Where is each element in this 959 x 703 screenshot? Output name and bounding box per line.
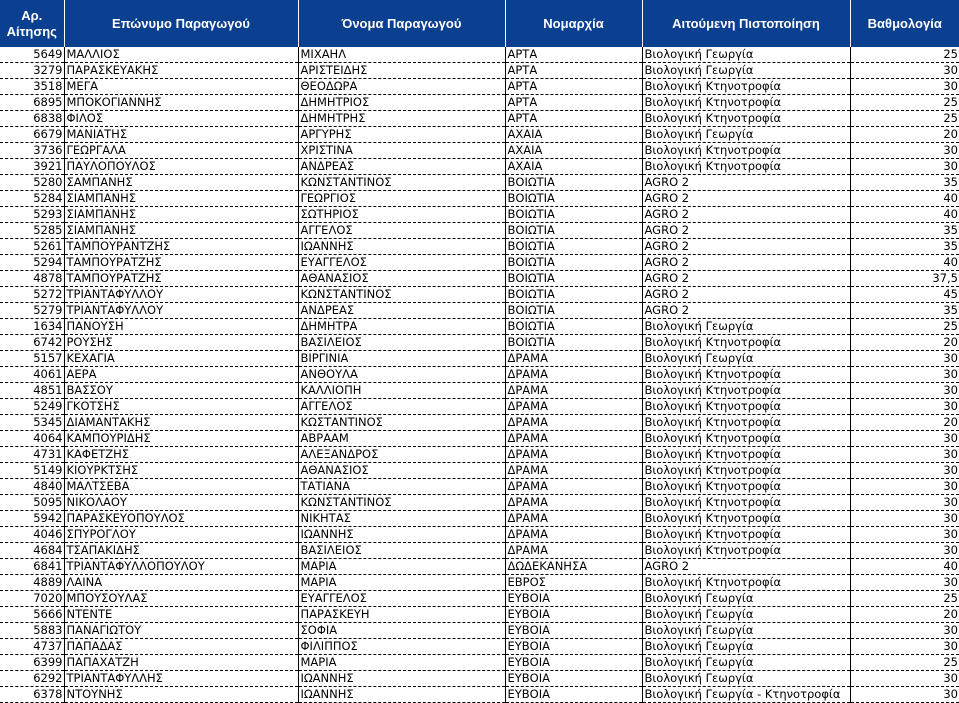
surname-cell: ΝΤΟΥΝΗΣ [64, 687, 298, 703]
table-row [0, 239, 959, 255]
table-row [0, 655, 959, 671]
score-cell: 35 [850, 239, 959, 255]
application-number-cell: 5149 [0, 463, 64, 479]
table-row [0, 511, 959, 527]
name-cell: ΘΕΟΔΩΡΑ [298, 79, 505, 95]
application-number-cell: 5279 [0, 303, 64, 319]
score-cell: 30 [850, 63, 959, 79]
surname-cell: ΦΙΛΟΣ [64, 111, 298, 127]
prefecture-cell: ΔΡΑΜΑ [505, 383, 642, 399]
certification-cell: Βιολογική Κτηνοτροφία [642, 111, 850, 127]
name-cell: ΜΙΧΑΗΛ [298, 47, 505, 63]
application-number-cell: 4889 [0, 575, 64, 591]
header-requested-certification: Αιτούμενη Πιστοποίηση [642, 0, 850, 47]
surname-cell: ΠΑΠΑΧΑΤΖΗ [64, 655, 298, 671]
name-cell: ΔΗΜΗΤΡΑ [298, 319, 505, 335]
surname-cell: ΚΑΜΠΟΥΡΙΔΗΣ [64, 431, 298, 447]
score-cell: 40 [850, 191, 959, 207]
application-number-cell: 4840 [0, 479, 64, 495]
prefecture-cell: ΕΥΒΟΙΑ [505, 671, 642, 687]
application-number-cell: 3736 [0, 143, 64, 159]
prefecture-cell: ΒΟΙΩΤΙΑ [505, 271, 642, 287]
prefecture-cell: ΑΡΤΑ [505, 111, 642, 127]
name-cell: ΙΩΑΝΝΗΣ [298, 527, 505, 543]
prefecture-cell: ΒΟΙΩΤΙΑ [505, 335, 642, 351]
surname-cell: ΣΙΑΜΠΑΝΗΣ [64, 207, 298, 223]
name-cell: ΑΛΕΞΑΝΔΡΟΣ [298, 447, 505, 463]
name-cell: ΚΩΝΣΤΑΝΤΙΝΟΣ [298, 287, 505, 303]
prefecture-cell: ΕΥΒΟΙΑ [505, 687, 642, 703]
application-number-cell: 4878 [0, 271, 64, 287]
table-row [0, 111, 959, 127]
prefecture-cell: ΑΧΑΙΑ [505, 159, 642, 175]
name-cell: ΙΩΑΝΝΗΣ [298, 239, 505, 255]
certification-cell: Βιολογική Γεωργία [642, 623, 850, 639]
certification-cell: Βιολογική Κτηνοτροφία [642, 447, 850, 463]
score-cell: 30 [850, 447, 959, 463]
application-number-cell: 5345 [0, 415, 64, 431]
prefecture-cell: ΒΟΙΩΤΙΑ [505, 191, 642, 207]
table-row [0, 287, 959, 303]
certification-cell: AGRO 2 [642, 287, 850, 303]
score-cell: 20 [850, 127, 959, 143]
prefecture-cell: ΔΡΑΜΑ [505, 527, 642, 543]
surname-cell: ΠΑΥΛΟΠΟΥΛΟΣ [64, 159, 298, 175]
application-number-cell: 5666 [0, 607, 64, 623]
certification-cell: AGRO 2 [642, 559, 850, 575]
surname-cell: ΣΙΑΜΠΑΝΗΣ [64, 191, 298, 207]
score-cell: 25 [850, 95, 959, 111]
application-number-cell: 6838 [0, 111, 64, 127]
name-cell: ΑΝΔΡΕΑΣ [298, 159, 505, 175]
score-cell: 35 [850, 175, 959, 191]
table-row [0, 127, 959, 143]
prefecture-cell: ΕΥΒΟΙΑ [505, 655, 642, 671]
table-row [0, 527, 959, 543]
score-cell: 30 [850, 463, 959, 479]
prefecture-cell: ΒΟΙΩΤΙΑ [505, 287, 642, 303]
certification-cell: Βιολογική Γεωργία [642, 63, 850, 79]
score-cell: 35 [850, 303, 959, 319]
prefecture-cell: ΕΥΒΟΙΑ [505, 639, 642, 655]
surname-cell: ΚΑΦΕΤΖΗΣ [64, 447, 298, 463]
prefecture-cell: ΕΒΡΟΣ [505, 575, 642, 591]
prefecture-cell: ΑΡΤΑ [505, 47, 642, 63]
certification-cell: Βιολογική Κτηνοτροφία [642, 95, 850, 111]
prefecture-cell: ΔΡΑΜΑ [505, 511, 642, 527]
surname-cell: ΤΡΙΑΝΤΑΦΥΛΛΟΥ [64, 287, 298, 303]
name-cell: ΑΡΓΥΡΗΣ [298, 127, 505, 143]
score-cell: 37,5 [850, 271, 959, 287]
table-row [0, 447, 959, 463]
score-cell: 30 [850, 575, 959, 591]
score-cell: 25 [850, 591, 959, 607]
surname-cell: ΝΙΚΟΛΑΟΥ [64, 495, 298, 511]
prefecture-cell: ΑΡΤΑ [505, 79, 642, 95]
prefecture-cell: ΔΡΑΜΑ [505, 463, 642, 479]
certification-cell: AGRO 2 [642, 303, 850, 319]
name-cell: ΑΘΑΝΑΣΙΟΣ [298, 271, 505, 287]
table-row [0, 543, 959, 559]
header-producer-surname: Επώνυμο Παραγωγού [64, 0, 298, 47]
surname-cell: ΛΑΙΝΑ [64, 575, 298, 591]
prefecture-cell: ΕΥΒΟΙΑ [505, 623, 642, 639]
application-number-cell: 4851 [0, 383, 64, 399]
name-cell: ΑΝΘΟΥΛΑ [298, 367, 505, 383]
table-row [0, 63, 959, 79]
prefecture-cell: ΔΡΑΜΑ [505, 447, 642, 463]
application-number-cell: 7020 [0, 591, 64, 607]
table-row [0, 495, 959, 511]
certification-cell: Βιολογική Κτηνοτροφία [642, 415, 850, 431]
table-row [0, 479, 959, 495]
score-cell: 20 [850, 607, 959, 623]
score-cell: 30 [850, 367, 959, 383]
score-cell: 30 [850, 351, 959, 367]
name-cell: ΑΓΓΕΛΟΣ [298, 223, 505, 239]
prefecture-cell: ΔΡΑΜΑ [505, 431, 642, 447]
application-number-cell: 5883 [0, 623, 64, 639]
prefecture-cell: ΑΡΤΑ [505, 63, 642, 79]
certification-cell: Βιολογική Κτηνοτροφία [642, 543, 850, 559]
certification-cell: Βιολογική Κτηνοτροφία [642, 335, 850, 351]
prefecture-cell: ΑΡΤΑ [505, 95, 642, 111]
certification-cell: Βιολογική Γεωργία [642, 671, 850, 687]
application-number-cell: 6742 [0, 335, 64, 351]
certification-cell: Βιολογική Κτηνοτροφία [642, 479, 850, 495]
application-number-cell: 1634 [0, 319, 64, 335]
surname-cell: ΠΑΡΑΣΚΕΥΟΠΟΥΛΟΣ [64, 511, 298, 527]
score-cell: 30 [850, 543, 959, 559]
prefecture-cell: ΔΡΑΜΑ [505, 495, 642, 511]
prefecture-cell: ΑΧΑΙΑ [505, 127, 642, 143]
prefecture-cell: ΑΧΑΙΑ [505, 143, 642, 159]
application-number-cell: 5157 [0, 351, 64, 367]
surname-cell: ΚΕΧΑΓΙΑ [64, 351, 298, 367]
prefecture-cell: ΒΟΙΩΤΙΑ [505, 319, 642, 335]
table-row [0, 223, 959, 239]
application-number-cell: 3518 [0, 79, 64, 95]
surname-cell: ΓΚΟΤΣΗΣ [64, 399, 298, 415]
table-row [0, 95, 959, 111]
certification-cell: AGRO 2 [642, 175, 850, 191]
score-cell: 25 [850, 111, 959, 127]
prefecture-cell: ΒΟΙΩΤΙΑ [505, 255, 642, 271]
table-row [0, 143, 959, 159]
name-cell: ΣΩΤΗΡΙΟΣ [298, 207, 505, 223]
header-prefecture: Νομαρχία [505, 0, 642, 47]
name-cell: ΚΩΣΤΑΝΤΙΝΟΣ [298, 415, 505, 431]
certification-cell: Βιολογική Κτηνοτροφία [642, 511, 850, 527]
application-number-cell: 3921 [0, 159, 64, 175]
prefecture-cell: ΒΟΙΩΤΙΑ [505, 239, 642, 255]
certification-cell: AGRO 2 [642, 191, 850, 207]
certification-cell: Βιολογική Γεωργία [642, 639, 850, 655]
header-row [0, 0, 959, 47]
certification-cell: Βιολογική Κτηνοτροφία [642, 383, 850, 399]
score-cell: 30 [850, 79, 959, 95]
score-cell: 30 [850, 495, 959, 511]
surname-cell: ΤΑΜΠΟΥΡΑΝΤΖΗΣ [64, 239, 298, 255]
name-cell: ΕΥΑΓΓΕΛΟΣ [298, 255, 505, 271]
header-score: Βαθμολογία [850, 0, 959, 47]
score-cell: 25 [850, 47, 959, 63]
application-number-cell: 4684 [0, 543, 64, 559]
certification-cell: Βιολογική Κτηνοτροφία [642, 431, 850, 447]
application-number-cell: 6895 [0, 95, 64, 111]
certification-cell: Βιολογική Κτηνοτροφία [642, 527, 850, 543]
score-cell: 30 [850, 639, 959, 655]
surname-cell: ΜΑΛΤΣΕΒΑ [64, 479, 298, 495]
table-row [0, 351, 959, 367]
application-number-cell: 5095 [0, 495, 64, 511]
application-number-cell: 6679 [0, 127, 64, 143]
certification-cell: Βιολογική Γεωργία [642, 655, 850, 671]
table-row [0, 367, 959, 383]
surname-cell: ΠΑΡΑΣΚΕΥΑΚΗΣ [64, 63, 298, 79]
application-number-cell: 5261 [0, 239, 64, 255]
score-cell: 25 [850, 319, 959, 335]
application-number-cell: 6841 [0, 559, 64, 575]
certification-cell: Βιολογική Κτηνοτροφία [642, 367, 850, 383]
prefecture-cell: ΕΥΒΟΙΑ [505, 591, 642, 607]
table-row [0, 607, 959, 623]
application-number-cell: 5284 [0, 191, 64, 207]
score-cell: 30 [850, 479, 959, 495]
table-row [0, 463, 959, 479]
application-number-cell: 5293 [0, 207, 64, 223]
certification-cell: Βιολογική Γεωργία [642, 127, 850, 143]
score-cell: 30 [850, 143, 959, 159]
name-cell: ΑΓΓΕΛΟΣ [298, 399, 505, 415]
certification-cell: Βιολογική Κτηνοτροφία [642, 159, 850, 175]
surname-cell: ΓΕΩΡΓΑΛΑ [64, 143, 298, 159]
table-row [0, 191, 959, 207]
application-number-cell: 6292 [0, 671, 64, 687]
score-cell: 30 [850, 623, 959, 639]
score-cell: 40 [850, 559, 959, 575]
prefecture-cell: ΔΡΑΜΑ [505, 479, 642, 495]
surname-cell: ΤΑΜΠΟΥΡΑΤΖΗΣ [64, 271, 298, 287]
application-number-cell: 5285 [0, 223, 64, 239]
table-row [0, 383, 959, 399]
score-cell: 35 [850, 223, 959, 239]
prefecture-cell: ΒΟΙΩΤΙΑ [505, 303, 642, 319]
score-cell: 30 [850, 671, 959, 687]
certification-cell: Βιολογική Γεωργία [642, 607, 850, 623]
application-number-cell: 5272 [0, 287, 64, 303]
name-cell: ΤΑΤΙΑΝΑ [298, 479, 505, 495]
certification-cell: Βιολογική Κτηνοτροφία [642, 79, 850, 95]
surname-cell: ΤΣΑΠΑΚΙΔΗΣ [64, 543, 298, 559]
name-cell: ΙΩΑΝΝΗΣ [298, 671, 505, 687]
table-row [0, 431, 959, 447]
name-cell: ΒΙΡΓΙΝΙΑ [298, 351, 505, 367]
score-cell: 20 [850, 335, 959, 351]
name-cell: ΒΑΣΙΛΕΙΟΣ [298, 335, 505, 351]
surname-cell: ΤΡΙΑΝΤΑΦΥΛΛΟΠΟΥΛΟΥ [64, 559, 298, 575]
surname-cell: ΣΠΥΡΟΓΛΟΥ [64, 527, 298, 543]
table-row [0, 623, 959, 639]
prefecture-cell: ΔΡΑΜΑ [505, 399, 642, 415]
name-cell: ΑΝΔΡΕΑΣ [298, 303, 505, 319]
application-number-cell: 4046 [0, 527, 64, 543]
certification-cell: Βιολογική Κτηνοτροφία [642, 463, 850, 479]
certification-cell: Βιολογική Κτηνοτροφία [642, 143, 850, 159]
name-cell: ΜΑΡΙΑ [298, 655, 505, 671]
application-number-cell: 5294 [0, 255, 64, 271]
application-number-cell: 5942 [0, 511, 64, 527]
name-cell: ΣΟΦΙΑ [298, 623, 505, 639]
surname-cell: ΣΙΑΜΠΑΝΗΣ [64, 223, 298, 239]
name-cell: ΑΘΑΝΑΣΙΟΣ [298, 463, 505, 479]
table-row [0, 207, 959, 223]
surname-cell: ΠΑΠΑΔΑΣ [64, 639, 298, 655]
surname-cell: ΠΑΝΟΥΣΗ [64, 319, 298, 335]
score-cell: 25 [850, 655, 959, 671]
table-row [0, 687, 959, 703]
certification-cell: AGRO 2 [642, 207, 850, 223]
certification-cell: Βιολογική Γεωργία [642, 591, 850, 607]
surname-cell: ΔΙΑΜΑΝΤΑΚΗΣ [64, 415, 298, 431]
table-row [0, 319, 959, 335]
score-cell: 30 [850, 159, 959, 175]
prefecture-cell: ΒΟΙΩΤΙΑ [505, 175, 642, 191]
surname-cell: ΠΑΝΑΓΙΩΤΟΥ [64, 623, 298, 639]
prefecture-cell: ΒΟΙΩΤΙΑ [505, 207, 642, 223]
prefecture-cell: ΕΥΒΟΙΑ [505, 607, 642, 623]
application-number-cell: 5249 [0, 399, 64, 415]
table-row [0, 79, 959, 95]
name-cell: ΚΑΛΛΙΟΠΗ [298, 383, 505, 399]
name-cell: ΠΑΡΑΣΚΕΥΗ [298, 607, 505, 623]
application-number-cell: 6378 [0, 687, 64, 703]
score-cell: 30 [850, 431, 959, 447]
prefecture-cell: ΔΡΑΜΑ [505, 543, 642, 559]
name-cell: ΔΗΜΗΤΡΙΟΣ [298, 95, 505, 111]
table-row [0, 575, 959, 591]
application-number-cell: 4064 [0, 431, 64, 447]
table-row [0, 303, 959, 319]
name-cell: ΒΑΣΙΛΕΙΟΣ [298, 543, 505, 559]
score-cell: 40 [850, 207, 959, 223]
table-row [0, 671, 959, 687]
certification-cell: Βιολογική Κτηνοτροφία [642, 575, 850, 591]
score-cell: 45 [850, 287, 959, 303]
certification-cell: Βιολογική Γεωργία - Κτηνοτροφία [642, 687, 850, 703]
prefecture-cell: ΔΡΑΜΑ [505, 415, 642, 431]
surname-cell: ΒΑΣΣΟΥ [64, 383, 298, 399]
table-row [0, 255, 959, 271]
certification-cell: Βιολογική Γεωργία [642, 47, 850, 63]
name-cell: ΚΩΝΣΤΑΝΤΙΝΟΣ [298, 495, 505, 511]
header-producer-name: Όνομα Παραγωγού [298, 0, 505, 47]
table-row [0, 159, 959, 175]
certification-cell: Βιολογική Κτηνοτροφία [642, 495, 850, 511]
table-row [0, 591, 959, 607]
certification-cell: Βιολογική Κτηνοτροφία [642, 399, 850, 415]
name-cell: ΕΥΑΓΓΕΛΟΣ [298, 591, 505, 607]
score-cell: 30 [850, 687, 959, 703]
prefecture-cell: ΔΩΔΕΚΑΝΗΣΑ [505, 559, 642, 575]
surname-cell: ΑΕΡΑ [64, 367, 298, 383]
surname-cell: ΜΕΓΑ [64, 79, 298, 95]
surname-cell: ΚΙΟΥΡΚΤΣΗΣ [64, 463, 298, 479]
application-number-cell: 3279 [0, 63, 64, 79]
name-cell: ΑΡΙΣΤΕΙΔΗΣ [298, 63, 505, 79]
surname-cell: ΤΑΜΠΟΥΡΑΤΖΗΣ [64, 255, 298, 271]
table-row [0, 47, 959, 63]
surname-cell: ΜΑΝΙΑΤΗΣ [64, 127, 298, 143]
table-row [0, 335, 959, 351]
score-cell: 40 [850, 255, 959, 271]
surname-cell: ΣΑΜΠΑΝΗΣ [64, 175, 298, 191]
header-application-number: Αρ. Αίτησης [0, 0, 64, 47]
prefecture-cell: ΔΡΑΜΑ [505, 367, 642, 383]
certification-cell: Βιολογική Γεωργία [642, 351, 850, 367]
table-row [0, 415, 959, 431]
certification-cell: AGRO 2 [642, 271, 850, 287]
surname-cell: ΜΑΛΛΙΟΣ [64, 47, 298, 63]
surname-cell: ΤΡΙΑΝΤΑΦΥΛΛΟΥ [64, 303, 298, 319]
application-number-cell: 6399 [0, 655, 64, 671]
surname-cell: ΝΤΕΝΤΕ [64, 607, 298, 623]
surname-cell: ΜΠΟΥΣΟΥΛΑΣ [64, 591, 298, 607]
certification-cell: AGRO 2 [642, 239, 850, 255]
application-number-cell: 5280 [0, 175, 64, 191]
table-row [0, 559, 959, 575]
surname-cell: ΜΠΟΚΟΓΙΑΝΝΗΣ [64, 95, 298, 111]
table-row [0, 271, 959, 287]
score-cell: 30 [850, 383, 959, 399]
certification-cell: AGRO 2 [642, 255, 850, 271]
score-cell: 30 [850, 527, 959, 543]
prefecture-cell: ΒΟΙΩΤΙΑ [505, 223, 642, 239]
prefecture-cell: ΔΡΑΜΑ [505, 351, 642, 367]
name-cell: ΚΩΝΣΤΑΝΤΙΝΟΣ [298, 175, 505, 191]
surname-cell: ΡΟΥΣΗΣ [64, 335, 298, 351]
application-number-cell: 4731 [0, 447, 64, 463]
name-cell: ΜΑΡΙΑ [298, 559, 505, 575]
application-number-cell: 5649 [0, 47, 64, 63]
application-number-cell: 4061 [0, 367, 64, 383]
name-cell: ΙΩΑΝΝΗΣ [298, 687, 505, 703]
name-cell: ΧΡΙΣΤΙΝΑ [298, 143, 505, 159]
score-cell: 20 [850, 415, 959, 431]
score-cell: 30 [850, 511, 959, 527]
name-cell: ΜΑΡΙΑ [298, 575, 505, 591]
table-row [0, 399, 959, 415]
name-cell: ΔΗΜΗΤΡΗΣ [298, 111, 505, 127]
table-row [0, 175, 959, 191]
table-row [0, 639, 959, 655]
certification-cell: AGRO 2 [642, 223, 850, 239]
application-number-cell: 4737 [0, 639, 64, 655]
score-cell: 30 [850, 399, 959, 415]
name-cell: ΝΙΚΗΤΑΣ [298, 511, 505, 527]
name-cell: ΑΒΡΑΑΜ [298, 431, 505, 447]
name-cell: ΓΕΩΡΓΙΟΣ [298, 191, 505, 207]
surname-cell: ΤΡΙΑΝΤΑΦΥΛΛΗΣ [64, 671, 298, 687]
name-cell: ΦΙΛΙΠΠΟΣ [298, 639, 505, 655]
certification-cell: Βιολογική Γεωργία [642, 319, 850, 335]
